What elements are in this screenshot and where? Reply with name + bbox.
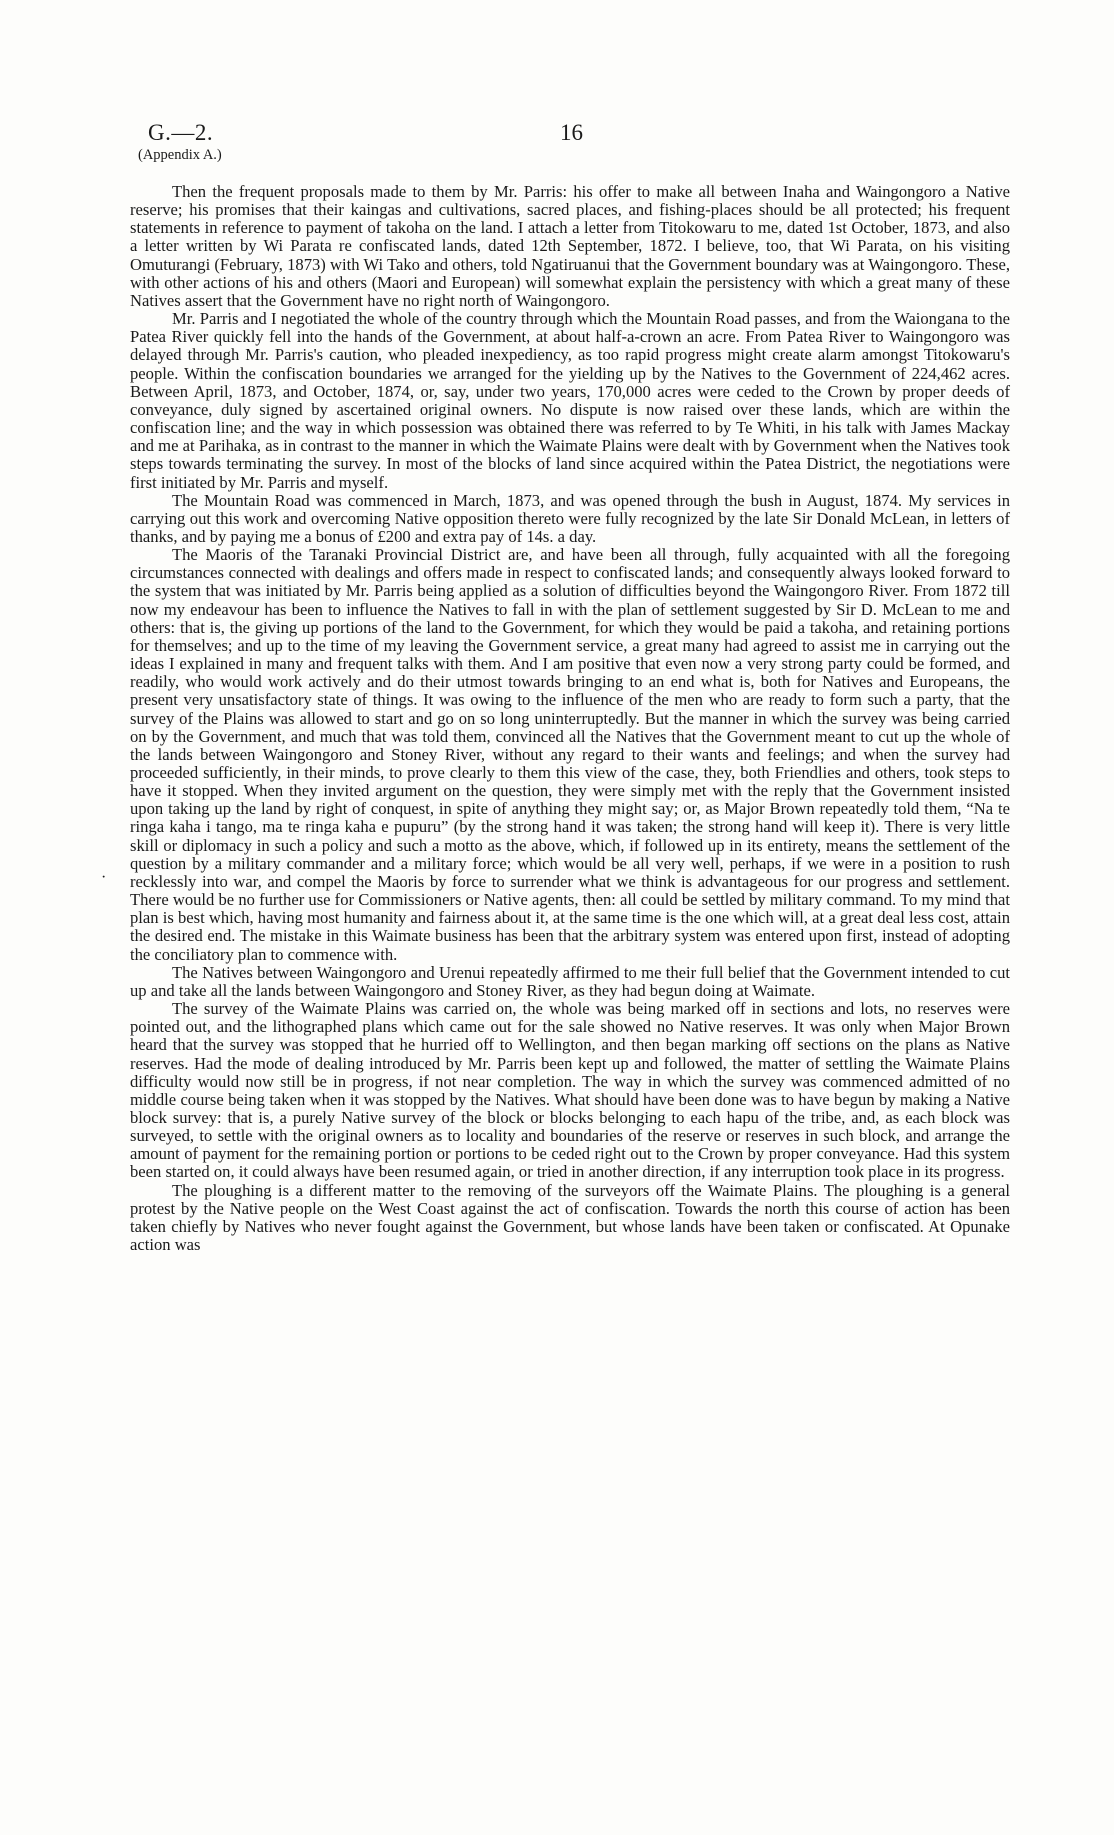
- margin-mark: ·: [101, 869, 107, 886]
- paragraph: The survey of the Waimate Plains was carried on, the whole was being marked off in sections and lots, no reserves were pointed out, and the lithographed plans which came out for the sale showed no Native reserves. It was only when Major Brown heard that the survey was stopped that he hurried off to Wellington, and then began marking off sections on the plans as Native reserves. Had the mode of dealing introduced by Mr. Parris been kept up and followed, the matter of settling the Waimate Plains difficulty would now still be in progress, if not near completion. The way in which the survey was commenced admitted of no middle course being taken when it was stopped by the Natives. What should have been done was to have begun by making a Native block survey: that is, a purely Native survey of the block or blocks belonging to each hapu of the tribe, and, as each block was surveyed, to settle with the original owners as to locality and boundaries of the reserve or reserves in such block, and arrange the amount of payment for the remaining portion or portions to be ceded right out to the Crown by proper conveyance. Had this system been started on, it could always have been resumed again, or tried in another direction, if any interruption took place in its progress.: [130, 999, 1010, 1182]
- appendix-label: (Appendix A.): [138, 147, 222, 163]
- body-text: [130, 183, 1010, 1254]
- paragraph: The Maoris of the Taranaki Provincial District are, and have been all through, fully acquainted with all the foregoing circumstances connected with dealings and offers made in respect to confiscated lands; and consequently always looked forward to the system that was initiated by Mr. Parris being applied as a solution of difficulties beyond the Waingongoro River. From 1872 till now my endeavour has been to influence the Natives to fall in with the plan of settlement suggested by Sir D. McLean to me and others: that is, the giving up portions of the land to the Government, for which they would be paid a takoha, and retaining portions for themselves; and up to the time of my leaving the Government service, a great many had agreed to assist me in carrying out the ideas I explained in many and frequent talks with them. And I am positive that even now a very strong party could be formed, and readily, who would work actively and do their utmost towards bringing to an end what is, both for Natives and Europeans, the present very unsatisfactory state of things. It was owing to the influence of the men who are ready to form such a party, that the survey of the Plains was allowed to start and go on so long uninterruptedly. But the manner in which the survey was being carried on by the Government, and much that was told them, convinced all the Natives that the Government meant to cut up the whole of the lands between Waingongoro and Stoney River, without any regard to their wants and feelings; and when the survey had proceeded sufficiently, in their minds, to prove clearly to them this view of the case, they, both Friendlies and others, took steps to have it stopped. When they invited argument on the question, they were simply met with the reply that the Government insisted upon taking up the land by right of conquest, in spite of anything they might say; or, as Major Brown repeatedly told them, “Na te ringa kaha i tango, ma te ringa kaha e pupuru” (by the strong hand it was taken; the strong hand will keep it). There is very little skill or diplomacy in such a policy and such a motto as the above, which, if followed up in its entirety, means the settlement of the question by a military commander and a military force; which would be all very well, perhaps, if we were in a position to rush recklessly into war, and compel the Maoris by force to surrender what we think is advantageous for our progress and settlement. There would be no further use for Commissioners or Native agents, then: all could be settled by military command. To my mind that plan is best which, having most humanity and fairness about it, at the same time is the one which will, at a great deal less cost, attain the desired end. The mistake in this Waimate business has been that the arbitrary system was entered upon first, instead of adopting the conciliatory plan to commence with.: [130, 545, 1010, 964]
- paragraph: Mr. Parris and I negotiated the whole of the country through which the Mountain Road passes, and from the Waiongana to the Patea River quickly fell into the hands of the Government, at about half-a-crown an acre. From Patea River to Waingongoro was delayed through Mr. Parris's caution, who pleaded inexpediency, as too rapid progress might create alarm amongst Titokowaru's people. Within the confiscation boundaries we arranged for the yielding up by the Natives to the Government of 224,462 acres. Between April, 1873, and October, 1874, or, say, under two years, 170,000 acres were ceded to the Crown by proper deeds of conveyance, duly signed by ascertained original owners. No dispute is now raised over these lands, which are within the confiscation line; and the way in which possession was obtained there was referred to by Te Whiti, in his talk with James Mackay and me at Parihaka, as in contrast to the manner in which the Waimate Plains were dealt with by Government when the Natives took steps towards terminating the survey. In most of the blocks of land since acquired within the Patea District, the negotiations were first initiated by Mr. Parris and myself.: [130, 309, 1010, 492]
- paragraph: The Natives between Waingongoro and Urenui repeatedly affirmed to me their full belief that the Government intended to cut up and take all the lands between Waingongoro and Stoney River, as they had begun doing at Waimate.: [130, 962, 1010, 1000]
- paragraph: The ploughing is a different matter to the removing of the surveyors off the Waimate Plains. The ploughing is a general protest by the Native people on the West Coast against the act of confiscation. Towards the north this course of action has been taken chiefly by Natives who never fought against the Government, but whose lands have been taken or confiscated. At Opunake action was: [130, 1180, 1010, 1255]
- page-number: 16: [560, 120, 583, 145]
- document-reference: G.—2.: [148, 120, 214, 145]
- paragraph: Then the frequent proposals made to them by Mr. Parris: his offer to make all between Inaha and Waingongoro a Native reserve; his promises that their kaingas and cultivations, sacred places, and fishing-places should be all protected; his frequent statements in reference to payment of takoha on the land. I attach a letter from Titokowaru to me, dated 1st October, 1873, and also a letter written by Wi Parata re confiscated lands, dated 12th September, 1872. I believe, too, that Wi Parata, on his visiting Omuturangi (February, 1873) with Wi Tako and others, told Ngatiruanui that the Government boundary was at Waingongoro. These, with other actions of his and others (Maori and European) will somewhat explain the persistency with which a great many of these Natives assert that the Government have no right north of Waingongoro.: [130, 182, 1010, 310]
- paragraph: The Mountain Road was commenced in March, 1873, and was opened through the bush in August, 1874. My services in carrying out this work and overcoming Native opposition thereto were fully recognized by the late Sir Donald McLean, in letters of thanks, and by paying me a bonus of £200 and extra pay of 14s. a day.: [130, 490, 1010, 546]
